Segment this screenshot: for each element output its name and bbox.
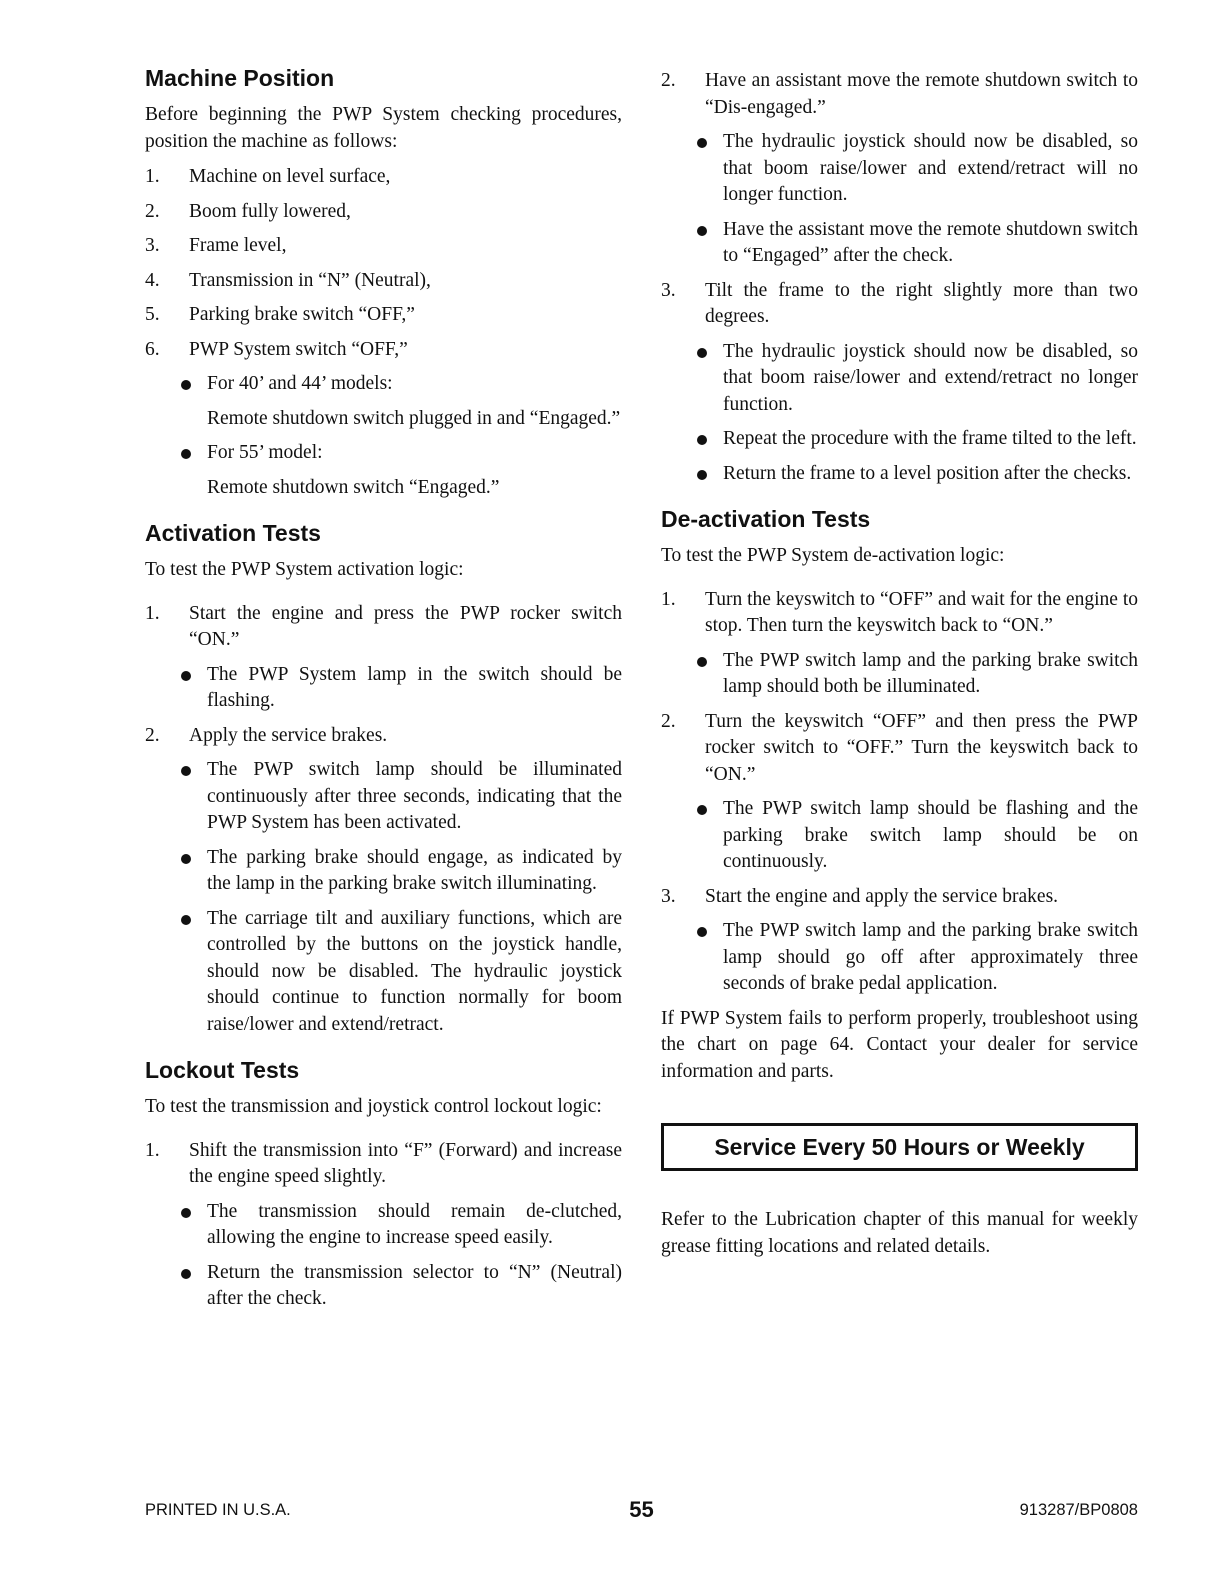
bullet-icon: [181, 449, 191, 459]
list-item: 2. Turn the keyswitch “OFF” and then press the PWP rocker switch to “OFF.” Turn the keyswitch back to “ON.”: [661, 710, 1138, 785]
bullet-icon: [697, 657, 707, 667]
list-item: 2. Boom fully lowered,: [145, 200, 351, 222]
bullet-icon: [181, 766, 191, 776]
list-item: 1. Turn the keyswitch to “OFF” and wait for the engine to stop. Then turn the keyswitch back to “ON.”: [661, 588, 1138, 636]
service-interval-heading: Service Every 50 Hours or Weekly: [661, 1123, 1138, 1171]
bullet-item: The hydraulic joystick should now be disabled, so that boom raise/lower and extend/retract will no longer function.: [661, 129, 1138, 209]
list-item: 4. Transmission in “N” (Neutral),: [145, 269, 431, 291]
list-item: 1. Shift the transmission into “F” (Forward) and increase the engine speed slightly.: [145, 1139, 622, 1187]
list-item: 1. Machine on level surface,: [145, 166, 391, 187]
lockout-tests-heading: Lockout Tests: [145, 1057, 300, 1083]
bullet-icon: [697, 226, 707, 236]
bullet-icon: [697, 805, 707, 815]
deactivation-intro: To test the PWP System de-activation logic:: [661, 545, 1005, 566]
bullet-item: Return the transmission selector to “N” (Neutral) after the check.: [145, 1260, 622, 1313]
bullet-item: For 55’ model:: [145, 440, 622, 467]
bullet-subtext: Remote shutdown switch plugged in and “Engaged.”: [207, 407, 621, 429]
bullet-item: The PWP switch lamp should be flashing and the parking brake switch lamp should be on continuously.: [661, 796, 1138, 876]
bullet-item: The carriage tilt and auxiliary functions, which are controlled by the buttons on the joystick handle, should now be disabled. The hydraulic joystick should continue to function normally for boom raise/lower and extend/retract.: [145, 906, 622, 1039]
bullet-subtext: Remote shutdown switch “Engaged.”: [207, 476, 500, 498]
bullet-item: Repeat the procedure with the frame tilted to the left.: [661, 426, 1138, 453]
list-item: 5. Parking brake switch “OFF,”: [145, 304, 415, 325]
footer-printed: PRINTED IN U.S.A.: [145, 1501, 291, 1519]
list-item: 3. Start the engine and apply the service brakes.: [661, 885, 1059, 907]
bullet-icon: [697, 138, 707, 148]
right-column: [661, 64, 1138, 1269]
bullet-item: The transmission should remain de-clutched, allowing the engine to increase speed easily.: [145, 1199, 622, 1252]
bullet-icon: [181, 671, 191, 681]
bullet-item: Have the assistant move the remote shutdown switch to “Engaged” after the check.: [661, 217, 1138, 270]
lockout-intro: To test the transmission and joystick control lockout logic:: [145, 1096, 602, 1117]
bullet-icon: [697, 927, 707, 937]
deactivation-closing: If PWP System fails to perform properly, troubleshoot using the chart on page 64. Contact your dealer for service information and parts.: [661, 1007, 1138, 1082]
bullet-icon: [697, 470, 707, 480]
list-item: 2. Apply the service brakes.: [145, 724, 388, 746]
bullet-icon: [181, 854, 191, 864]
list-item: 3. Frame level,: [145, 235, 287, 256]
footer-doc-number: 913287/BP0808: [1019, 1501, 1138, 1519]
page-number: 55: [629, 1497, 654, 1522]
machine-position-heading: Machine Position: [145, 65, 335, 91]
deactivation-tests-heading: De-activation Tests: [661, 506, 871, 532]
bullet-item: The PWP switch lamp and the parking brake switch lamp should both be illuminated.: [661, 648, 1138, 701]
list-item: 3. Tilt the frame to the right slightly more than two degrees.: [661, 279, 1138, 327]
activation-intro: To test the PWP System activation logic:: [145, 559, 464, 580]
left-column: [145, 64, 622, 1321]
bullet-item: The PWP switch lamp should be illuminated continuously after three seconds, indicating that the PWP System has been activated.: [145, 757, 622, 837]
bullet-item: For 40’ and 44’ models:: [145, 371, 622, 398]
bullet-icon: [181, 1269, 191, 1279]
bullet-icon: [697, 435, 707, 445]
list-item: 6. PWP System switch “OFF,”: [145, 338, 408, 360]
bullet-icon: [181, 380, 191, 390]
list-item: 1. Start the engine and press the PWP rocker switch “ON.”: [145, 602, 622, 650]
bullet-item: The PWP System lamp in the switch should be flashing.: [145, 662, 622, 715]
page-footer: [145, 1497, 1138, 1527]
bullet-item: Return the frame to a level position after the checks.: [661, 461, 1138, 488]
bullet-icon: [181, 1208, 191, 1218]
bullet-item: The PWP switch lamp and the parking brake switch lamp should go off after approximately three seconds of brake pedal application.: [661, 918, 1138, 998]
bullet-item: The hydraulic joystick should now be disabled, so that boom raise/lower and extend/retract no longer function.: [661, 339, 1138, 419]
bullet-item: The parking brake should engage, as indicated by the lamp in the parking brake switch illuminating.: [145, 845, 622, 898]
list-item: 2. Have an assistant move the remote shutdown switch to “Dis-engaged.”: [661, 70, 1138, 118]
bullet-icon: [181, 915, 191, 925]
bullet-icon: [697, 348, 707, 358]
machine-position-intro: Before beginning the PWP System checking procedures, position the machine as follows:: [145, 104, 622, 152]
activation-tests-heading: Activation Tests: [145, 520, 321, 546]
service-text: Refer to the Lubrication chapter of this manual for weekly grease fitting locations and related details.: [661, 1209, 1138, 1257]
